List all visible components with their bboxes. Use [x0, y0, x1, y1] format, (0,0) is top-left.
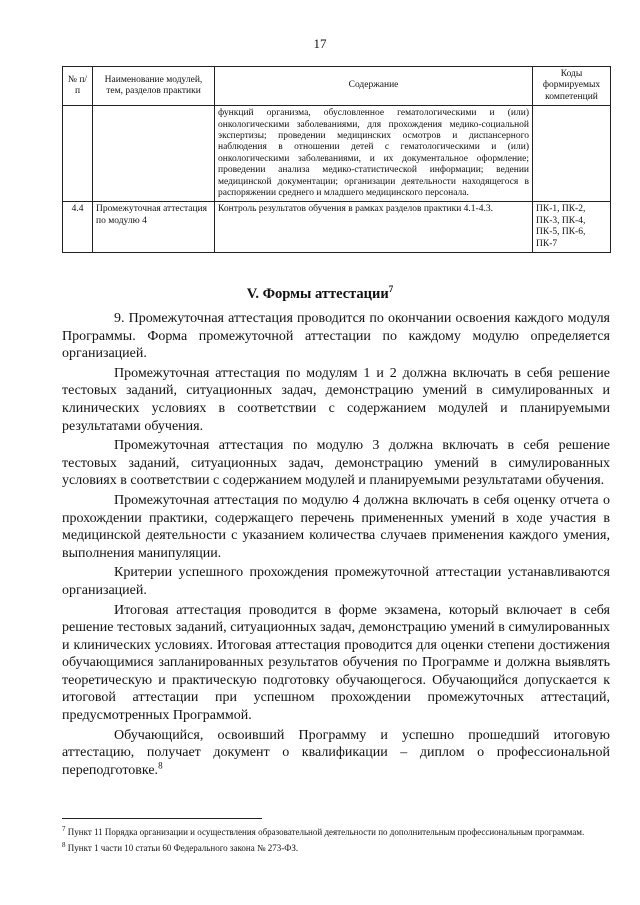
header-codes: Коды формируемых компетенций [533, 67, 611, 106]
footnotes [62, 824, 610, 855]
footnote-text: Пункт 11 Порядка организации и осуществления образовательной деятельности по дополнительным профессиональным программам. [67, 827, 585, 837]
paragraph [62, 727, 610, 780]
table-row [63, 106, 611, 202]
table-header-row [63, 67, 611, 106]
paragraph: Промежуточная аттестация по модулю 3 должна включать в себя решение тестовых заданий, ситуационных задач, демонстрацию умений в симулированных условиях в соответствии с содержанием модулей и планируемыми результатами обучения. [62, 438, 610, 489]
paragraph: Промежуточная аттестация по модулю 4 должна включать в себя оценку отчета о прохождении практики, содержащего перечень примененных умений в ходе участия в медицинской деятельности с указанием количества случаев применения каждого умения, выполнения манипуляции. [62, 492, 610, 561]
footnote-divider [62, 818, 262, 819]
footnote [62, 840, 610, 855]
header-content: Содержание [215, 67, 533, 106]
paragraph: Итоговая аттестация проводится в форме экзамена, который включает в себя решение тестовых заданий, ситуационных задач, демонстрацию умений в симулированных и клинических условиях. Итоговая аттестация проводится для оценки степени достижения обучающимися запланированных результатов обучения по Программе и должна выявлять теоретическую и практическую подготовку обучающегося. Обучающийся допускается к итоговой аттестации при успешном прохождении промежуточных аттестаций, предусмотренных Программой. [62, 602, 610, 724]
body-text [62, 310, 610, 781]
cell-num [63, 106, 93, 202]
cell-name: Промежуточная аттестация по модулю 4 [93, 202, 215, 253]
page-number: 17 [313, 36, 327, 51]
cell-name [93, 106, 215, 202]
section-title [0, 284, 640, 303]
header-num: № п/п [63, 67, 93, 106]
footnote-mark: 8 [62, 840, 66, 849]
cell-num: 4.4 [63, 202, 93, 253]
cell-content: Контроль результатов обучения в рамках разделов практики 4.1-4.3. [215, 202, 533, 253]
cell-codes: ПК-1, ПК-2, ПК-3, ПК-4, ПК-5, ПК-6, ПК-7 [533, 202, 611, 253]
paragraph-text: Обучающийся, освоивший Программу и успешно прошедший итоговую аттестацию, получает документ о квалификации – диплом о профессиональной переподготовке. [62, 727, 610, 778]
section-title-text: V. Формы аттестации [246, 285, 389, 302]
footnote-text: Пункт 1 части 10 статьи 60 Федерального закона № 273-ФЗ. [67, 842, 299, 853]
cell-codes [533, 106, 611, 202]
paragraph: Промежуточная аттестация по модулям 1 и 2 должна включать в себя решение тестовых заданий, ситуационных задач, демонстрацию умений в симулированных и клинических условиях в соответствии с содержанием модулей и планируемыми результатами обучения. [62, 365, 610, 434]
footnote-mark: 7 [62, 825, 66, 833]
footnote-ref-8[interactable]: 8 [158, 760, 163, 771]
header-name: Наименование модулей, тем, разделов практики [93, 67, 215, 106]
footnote [62, 824, 610, 839]
paragraph: Критерии успешного прохождения промежуточной аттестации устанавливаются организацией. [62, 565, 610, 598]
cell-content: функций организма, обусловленное гематологическими и (или) онкологическими заболеваниями, для прохождения медико-социальной экспертизы; проведении медицинских осмотров и диспансерного наблюдения в отношении детей с гематологическими и (или) онкологическими заболеваниями, и их документальное оформление; проведении анализа медико-статистической информации; ведении медицинской документации; организации деятельности находящегося в распоряжении среднего и младшего медицинского персонала. [215, 106, 533, 202]
footnote-ref-7[interactable]: 7 [388, 284, 394, 294]
paragraph: 9. Промежуточная аттестация проводится по окончании освоения каждого модуля Программы. Форма промежуточной аттестации по каждому модулю определяется организацией. [62, 311, 610, 362]
modules-table [62, 66, 611, 253]
table-row [63, 202, 611, 253]
